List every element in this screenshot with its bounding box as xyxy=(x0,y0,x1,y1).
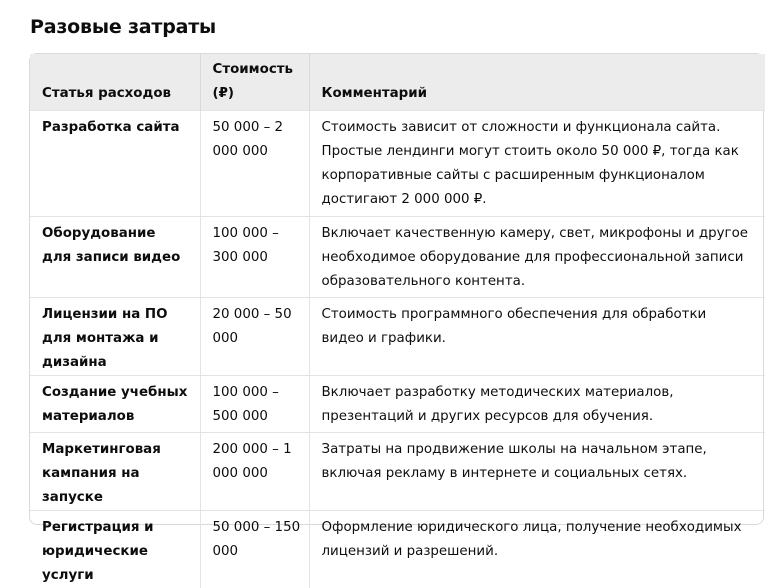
cell-item: Маркетинговая кампания на запуске xyxy=(30,432,200,510)
table-row xyxy=(30,375,765,432)
table-row xyxy=(30,432,765,510)
column-header-item: Статья расходов xyxy=(42,85,171,101)
table-header-row xyxy=(30,54,765,110)
cell-item: Лицензии на ПО для монтажа и дизайна xyxy=(30,297,200,375)
cell-comment: Включает разработку методических материалов, презентаций и других ресурсов для обучения. xyxy=(309,375,765,432)
cell-comment: Оформление юридического лица, получение необходимых лицензий и разрешений. xyxy=(309,510,765,588)
cell-comment: Стоимость программного обеспечения для обработки видео и графики. xyxy=(309,297,765,375)
section-title: Разовые затраты xyxy=(30,16,217,38)
cell-item: Оборудование для записи видео xyxy=(30,216,200,297)
cell-cost: 50 000 – 2 000 000 xyxy=(200,110,309,216)
table-row xyxy=(30,110,765,216)
cell-item: Регистрация и юридические услуги xyxy=(30,510,200,588)
cell-item: Разработка сайта xyxy=(30,110,200,216)
cell-comment: Включает качественную камеру, свет, микрофоны и другое необходимое оборудование для профессиональной записи образовательного контента. xyxy=(309,216,765,297)
cell-cost: 100 000 – 500 000 xyxy=(200,375,309,432)
cell-cost: 50 000 – 150 000 xyxy=(200,510,309,588)
cell-cost: 100 000 – 300 000 xyxy=(200,216,309,297)
cell-comment: Стоимость зависит от сложности и функционала сайта. Простые лендинги могут стоить около 50 000 ₽, тогда как корпоративные сайты с расширенным функционалом достигают 2 000 000 ₽. xyxy=(309,110,765,216)
cell-item: Создание учебных материалов xyxy=(30,375,200,432)
costs-table-container xyxy=(29,53,764,583)
column-header-cost: Стоимость (₽) xyxy=(200,54,309,110)
cell-comment: Затраты на продвижение школы на начальном этапе, включая рекламу в интернете и социальных сетях. xyxy=(309,432,765,510)
table-row xyxy=(30,216,765,297)
column-header-comment: Комментарий xyxy=(309,54,765,110)
table-row xyxy=(30,510,765,588)
cell-cost: 200 000 – 1 000 000 xyxy=(200,432,309,510)
table-row xyxy=(30,297,765,375)
cell-cost: 20 000 – 50 000 xyxy=(200,297,309,375)
costs-table xyxy=(30,54,765,588)
